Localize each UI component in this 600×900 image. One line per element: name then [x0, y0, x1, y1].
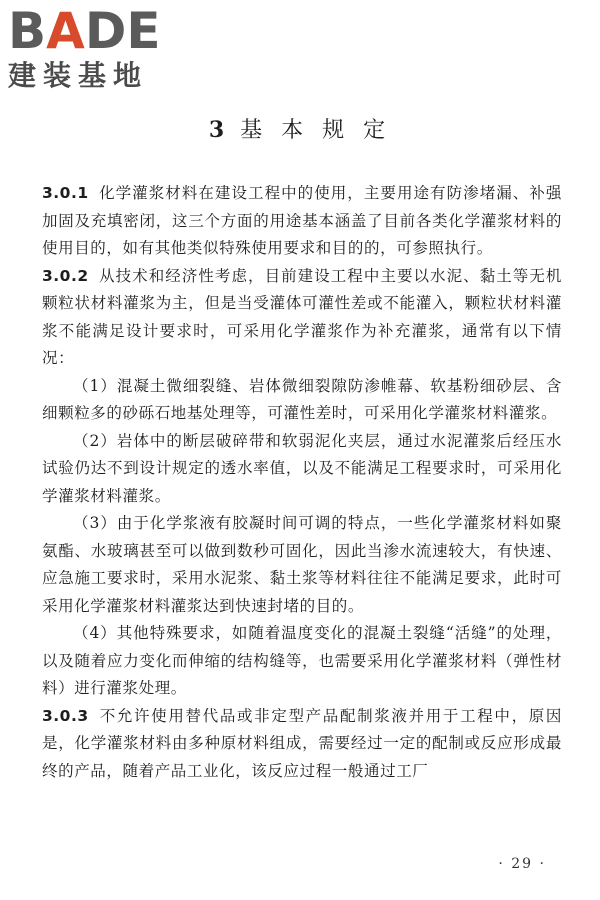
logo-letter-b: B: [8, 2, 47, 60]
logo-subtitle: 建装基地: [8, 59, 149, 92]
list-item-3: （3）由于化学浆液有胶凝时间可调的特点，一些化学灌浆材料如聚氨酯、水玻璃甚至可以做到数秒可固化，因此当渗水流速较大，有快速、应急施工要求时，采用水泥浆、黏土浆等材料往往不能满足要求，此时可采用化学灌浆材料灌浆达到快速封堵的目的。: [42, 514, 562, 615]
bade-logo: [8, 4, 178, 92]
chapter-number: 3: [208, 117, 231, 143]
logo-letter-a: A: [46, 2, 85, 60]
clause-3-0-1: [42, 180, 562, 263]
chapter-title: 基 本 规 定: [240, 118, 392, 143]
clause-number: 3.0.3: [42, 706, 89, 725]
clause-3-0-2: [42, 263, 562, 373]
clause-text: 不允许使用替代品或非定型产品配制浆液并用于工程中，原因是，化学灌浆材料由多种原材料组成，需要经过一定的配制或反应形成最终的产品，随着产品工业化，该反应过程一般通过工厂: [42, 706, 562, 780]
clause-text: 从技术和经济性考虑，目前建设工程中主要以水泥、黏土等无机颗粒状材料灌浆为主，但是当受灌体可灌性差或不能灌入，颗粒状材料灌浆不能满足设计要求时，可采用化学灌浆作为补充灌浆，通常有以下情况：: [42, 266, 562, 367]
chapter-heading: [0, 113, 600, 144]
clause-number: 3.0.1: [42, 184, 89, 202]
list-item-2: （2）岩体中的断层破碎带和软弱泥化夹层，通过水泥灌浆后经压水试验仍达不到设计规定的透水率值，以及不能满足工程要求时，可采用化学灌浆材料灌浆。: [42, 431, 562, 505]
logo-letter-e: E: [126, 2, 161, 60]
clause-number: 3.0.2: [42, 266, 89, 285]
clause-3-0-3: [42, 703, 562, 786]
clause-text: 化学灌浆材料在建设工程中的使用，主要用途有防渗堵漏、补强加固及充填密闭，这三个方面的用途基本涵盖了目前各类化学灌浆材料的使用目的，如有其他类似特殊使用要求和目的的，可参照执行。: [42, 184, 562, 257]
list-item-1: （1）混凝土微细裂缝、岩体微细裂隙防渗帷幕、软基粉细砂层、含细颗粒多的砂砾石地基处理等，可灌性差时，可采用化学灌浆材料灌浆。: [42, 376, 562, 422]
page-number: · 29 ·: [498, 856, 546, 872]
list-item-4: （4）其他特殊要求，如随着温度变化的混凝土裂缝“活缝”的处理，以及随着应力变化而伸缩的结构缝等，也需要采用化学灌浆材料（弹性材料）进行灌浆处理。: [42, 624, 562, 697]
logo-letter-d: D: [84, 2, 127, 60]
logo-wordmark: [8, 4, 178, 58]
document-body: [42, 180, 562, 785]
